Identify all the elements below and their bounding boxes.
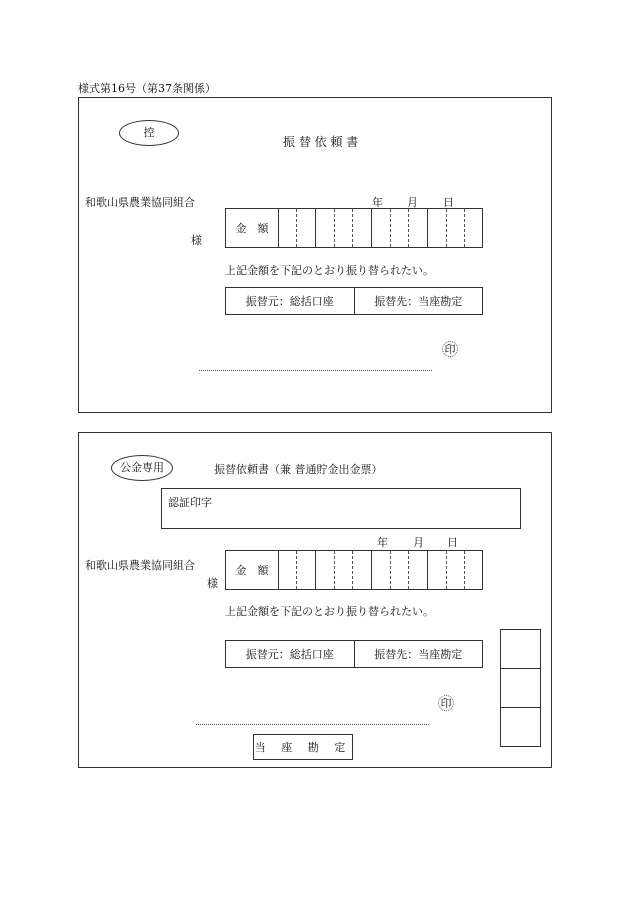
copy-from-account: 振替元：総括口座 [245, 295, 334, 308]
copy-oval-text: 控 [143, 126, 155, 139]
copy-account-box [225, 287, 483, 315]
public-addressee: 和歌山県農業協同組合 [85, 559, 195, 572]
public-amount-digits[interactable] [278, 551, 482, 589]
public-title: 振替依頼書（兼 普通貯金出金票） [214, 463, 383, 476]
stamp-cell [501, 669, 540, 708]
copy-date-day: 日 [443, 196, 454, 209]
public-sama: 様 [207, 577, 218, 590]
copy-to-account: 振替先：当座勘定 [354, 288, 483, 314]
public-signature-line [196, 724, 429, 725]
public-amount-box[interactable] [225, 550, 483, 590]
public-seal-icon: 印 [438, 695, 454, 711]
stamp-cell [501, 708, 540, 746]
public-amount-label: 金 額 [226, 551, 279, 589]
copy-amount-digits[interactable] [278, 209, 482, 247]
copy-sama: 様 [191, 234, 202, 247]
copy-amount-box[interactable] [225, 208, 483, 248]
public-to-account: 振替先：当座勘定 [354, 641, 483, 667]
copy-panel [78, 97, 552, 413]
copy-date-year: 年 [372, 196, 383, 209]
public-from-account: 振替元：総括口座 [245, 648, 334, 661]
public-date-month: 月 [413, 536, 424, 549]
current-account-stamp-label: 当 座 勘 定 [254, 741, 352, 754]
public-panel [78, 432, 552, 768]
public-account-box [225, 640, 483, 668]
public-oval-text: 公金専用 [120, 461, 164, 474]
stamp-cell [501, 630, 540, 669]
public-date-year: 年 [377, 536, 388, 549]
copy-oval-label [119, 120, 179, 146]
copy-addressee: 和歌山県農業協同組合 [85, 196, 195, 209]
current-account-stamp-box [253, 734, 353, 760]
form-number-note: 様式第16号（第37条関係） [78, 82, 216, 95]
copy-instruction: 上記金額を下記のとおり振り替られたい。 [225, 264, 434, 277]
public-oval-label [111, 455, 173, 481]
copy-amount-label: 金 額 [226, 209, 279, 247]
copy-signature-line [199, 370, 432, 371]
copy-title: 振 替 依 頼 書 [283, 135, 359, 149]
auth-print-label: 認証印字 [168, 496, 212, 509]
auth-print-area [161, 488, 521, 529]
public-instruction: 上記金額を下記のとおり振り替られたい。 [225, 605, 434, 618]
copy-date-month: 月 [407, 196, 418, 209]
public-date-day: 日 [447, 536, 458, 549]
public-stamp-column [500, 629, 541, 747]
copy-seal-icon: 印 [442, 341, 458, 357]
